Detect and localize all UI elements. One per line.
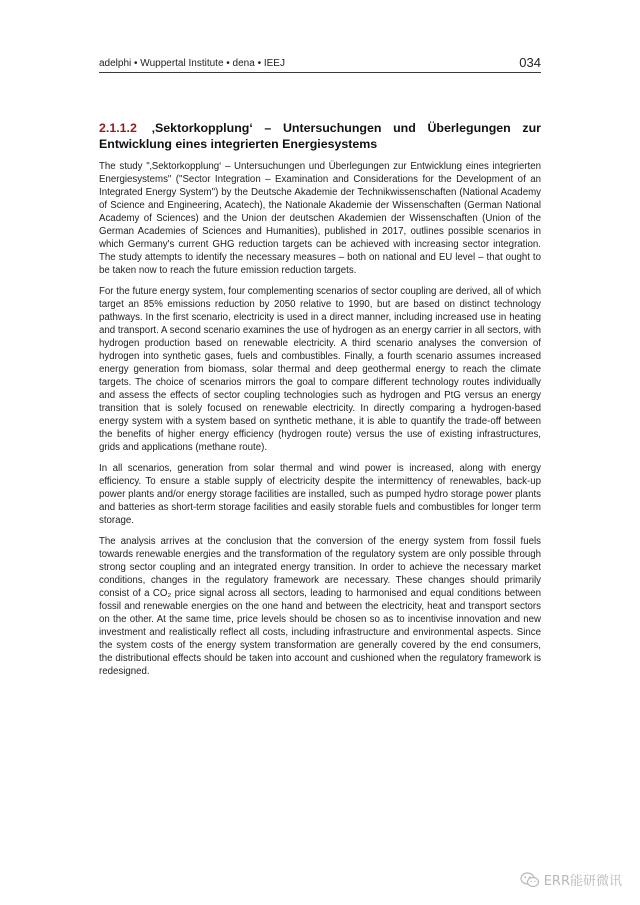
paragraph-study-intro: The study "‚Sektorkopplung‘ – Untersuchungen und Überlegungen zur Entwicklung eines integrierten Energiesystems" ("Sector Integration – Examination and Considerations for the Development of an Integrated Energy System") by the Deutsche Akademie der Technikwissenschaften (National Academy of Science and Engineering, Acatech), the Nationale Akademie der Wissenschaften (German National Academy of Sciences) and the Union der deutschen Akademien der Wissenschaften (Union of the German Academies of Sciences and Humanities), published in 2017, outlines possible scenarios in which Germany's current GHG reduction targets can be achieved with increasing sector integration. The study attempts to identify the necessary measures – both on national and EU level – that ought to be taken now to reach the future emission reduction targets. — [99, 161, 541, 276]
section-title: ‚Sektorkopplung‘ – Untersuchungen und Überlegungen zur Entwicklung eines integrierten Energiesystems — [99, 121, 541, 151]
paragraph-generation: In all scenarios, generation from solar thermal and wind power is increased, along with energy efficiency. To ensure a stable supply of electricity despite the intermittency of renewables, back-up power plants and/or energy storage facilities are installed, such as pumped hydro storage power plants and batteries as short-term storage facilities and easily storable fuels and combustibles for longer term storage. — [99, 463, 541, 526]
section-number: 2.1.1.2 — [99, 121, 137, 135]
page-number: 034 — [519, 55, 541, 70]
wechat-icon — [520, 872, 540, 888]
header-organizations: adelphi • Wuppertal Institute • dena • IEEJ — [99, 58, 285, 69]
paragraph-scenarios: For the future energy system, four complementing scenarios of sector coupling are derived, all of which target an 85% emissions reduction by 2050 relative to 1990, but are based on distinct technology pathways. In the first scenario, electricity is used in a direct manner, including increased use in heating and transport. A second scenario examines the use of hydrogen as an energy carrier in all sectors, with hydrogen production based on renewable electricity. A third scenario analyses the conversion of hydrogen into synthetic gases, fuels and combustibles. Finally, a fourth scenario assumes increased energy generation from biomass, solar thermal and deep geothermal energy to reach the climate targets. The choice of scenarios mirrors the goal to compare different technology routes individually and assess the effects of sector coupling technologies such as hydrogen and PtG versus an energy transition that is solely focused on renewable electricity. In directly comparing a hydrogen-based energy system with a system based on synthetic methane, it is able to quantify the trade-off between the benefits of higher energy efficiency (hydrogen route) versus the use of existing infrastructures, grids and applications (methane route). — [99, 286, 541, 453]
watermark-text: ERR能研微讯 — [543, 874, 622, 889]
paragraph-conclusion: The analysis arrives at the conclusion that the conversion of the energy system from fossil fuels towards renewable energies and the transformation of the regulatory system are only possible through strong sector coupling and an integrated energy transition. In order to achieve the necessary market conditions, changes in the regulatory framework are necessary. These changes should primarily consist of a CO₂ price signal across all sectors, leading to harmonised and equal conditions between fossil and renewable energies on the one hand and between the electricity, heat and transport sectors on the other. At the same time, price levels should be chosen so as to incentivise innovation and new investment and realistically reflect all costs, including infrastructure and environmental aspects. Since the system costs of the energy system transformation are generally covered by the end consumers, the distributional effects should be taken into account and cushioned when the regulatory framework is redesigned. — [99, 536, 541, 677]
watermark — [520, 870, 622, 889]
section-heading — [99, 120, 541, 152]
page-header — [99, 52, 541, 73]
main-content — [99, 120, 541, 686]
